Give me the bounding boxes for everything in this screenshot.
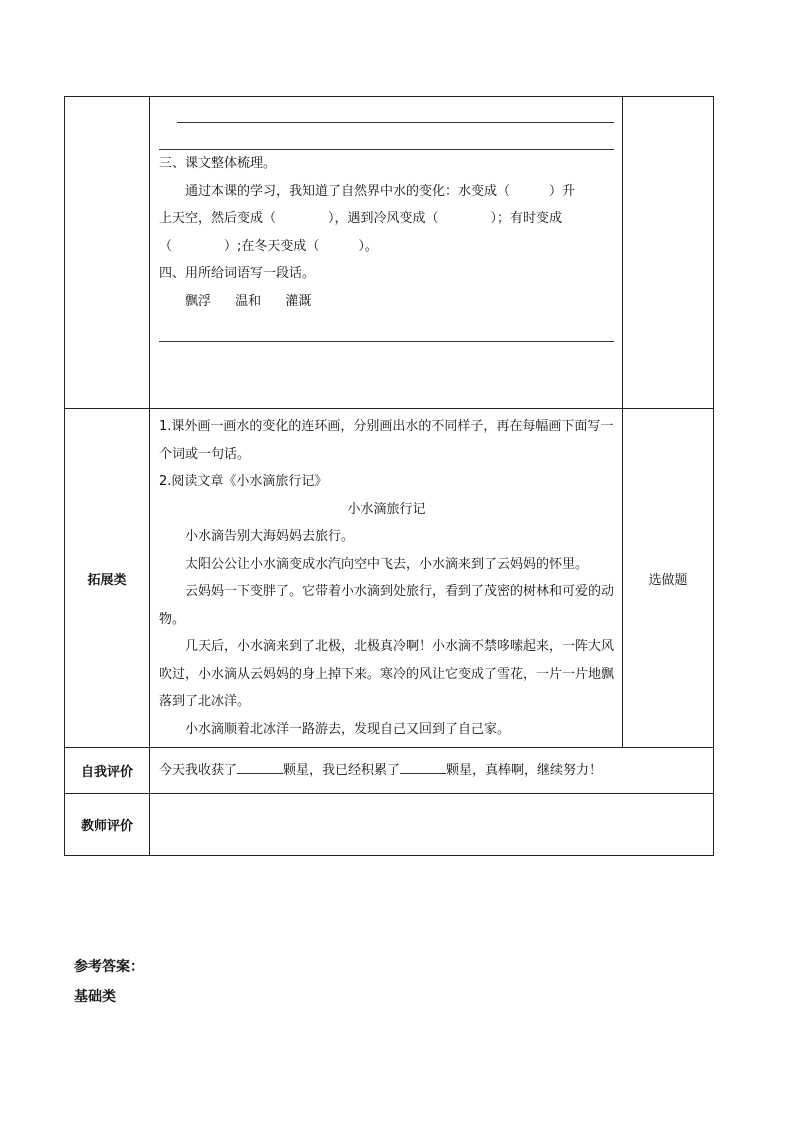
answers-title: 参考答案： [74,959,144,975]
extension-label: 拓展类 [65,409,150,748]
fill-blank-line-1: 通过本课的学习，我知道了自然界中水的变化：水变成（ ）升 [185,183,576,199]
section4-title: 四、用所给词语写一段话。 [159,266,316,281]
story-paragraph: 太阳公公让小水滴变成水汽向空中飞去，小水滴来到了云妈妈的怀里。 [185,556,589,572]
teacher-eval-row [65,794,714,856]
extension-row [65,409,714,748]
story-paragraph: 几天后，小水滴来到了北极，北极真冷啊！小水滴不禁哆嗦起来，一阵大风吹过，小水滴从云妈妈的身上掉下来。寒冷的风让它变成了雪花，一片一片地飘落到了北冰洋。 [159,639,615,709]
stars-total-blank[interactable] [400,759,446,774]
writing-line[interactable] [177,101,614,123]
self-eval-label: 自我评价 [65,748,150,794]
worksheet-table [64,96,714,856]
task-2: 2.阅读文章《小水滴旅行记》 [159,474,328,489]
answer-section [74,952,144,1012]
self-eval-content [150,748,714,794]
writing-row-content [150,97,623,409]
self-eval-row [65,748,714,794]
task-1: 1.课外画一画水的变化的连环画，分别画出水的不同样子，再在每幅画下面写一个词或一句话。 [159,419,614,462]
writing-row [65,97,714,409]
writing-line[interactable] [159,315,614,342]
section3-title: 三、课文整体梳理。 [159,156,277,171]
teacher-eval-label: 教师评价 [65,794,150,856]
story-paragraph: 小水滴告别大海妈妈去旅行。 [185,529,355,544]
teacher-eval-content[interactable] [150,794,714,856]
word-2: 温和 [235,293,262,309]
word-1: 飘浮 [185,293,212,309]
writing-row-side-cell [623,97,714,409]
writing-row-label-cell [65,97,150,409]
optional-task-note: 选做题 [623,409,714,748]
stars-earned-blank[interactable] [237,759,283,774]
self-eval-text-c: 颗星，真棒啊，继续努力！ [446,762,603,778]
given-words [159,288,614,316]
story-paragraph: 小水滴顺着北冰洋一路游去，发现自己又回到了自己家。 [185,721,511,737]
extension-content [150,409,623,748]
story-paragraph: 云妈妈一下变胖了。它带着小水滴到处旅行，看到了茂密的树林和可爱的动物。 [159,584,615,627]
writing-line[interactable] [159,123,614,150]
story-title: 小水滴旅行记 [347,501,426,517]
answers-subtitle: 基础类 [74,989,116,1005]
self-eval-text-b: 颗星，我已经积累了 [283,762,401,778]
word-3: 灌溉 [285,293,312,309]
fill-blank-line-3: （ ）;在冬天变成（ ）。 [159,238,378,254]
self-eval-text-a: 今天我收获了 [159,762,238,778]
fill-blank-line-2: 上天空，然后变成（ ），遇到冷风变成（ ）；有时变成 [159,211,563,226]
